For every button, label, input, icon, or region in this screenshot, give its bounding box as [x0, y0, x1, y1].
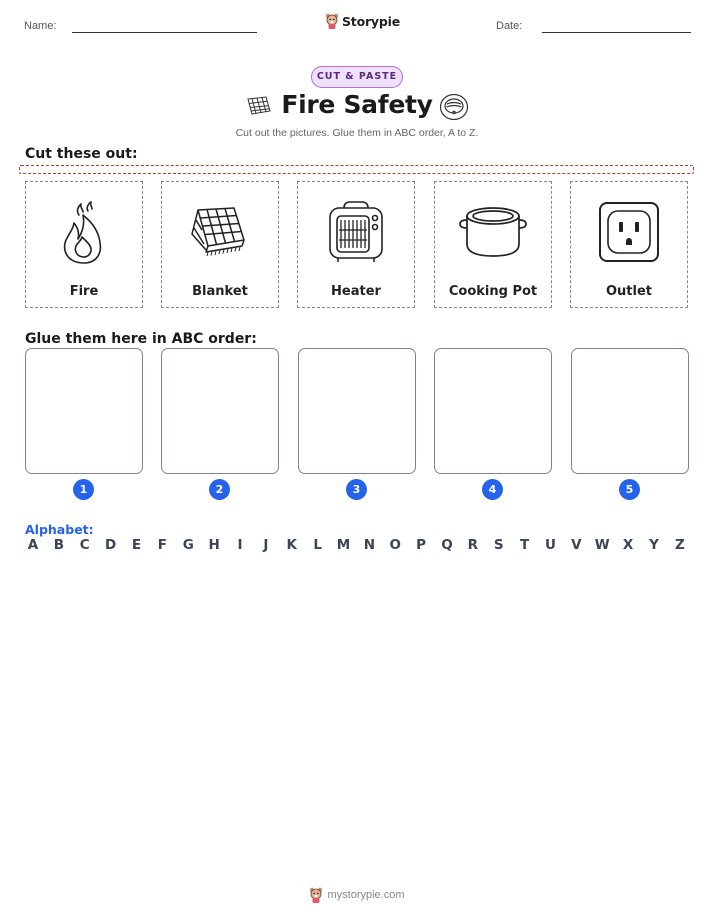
letter: R	[467, 537, 479, 553]
card-label: Heater	[331, 284, 381, 299]
cut-card-heater[interactable]	[297, 181, 415, 308]
alphabet-heading: Alphabet:	[25, 522, 94, 537]
cut-card-fire[interactable]	[25, 181, 143, 308]
glue-box-4[interactable]	[434, 348, 552, 474]
instructions: Cut out the pictures. Glue them in ABC order, A to Z.	[235, 127, 479, 139]
letter: Y	[649, 537, 659, 553]
letter: L	[313, 537, 322, 553]
letter: H	[208, 537, 220, 553]
fire-icon	[59, 199, 109, 265]
letter: K	[286, 537, 297, 553]
letter: G	[182, 537, 194, 553]
letter: Q	[441, 537, 453, 553]
letter: A	[27, 537, 39, 553]
slot-number-4: 4	[482, 479, 503, 500]
page-title: Fire Safety	[281, 90, 433, 119]
name-label: Name:	[24, 20, 57, 32]
letter: T	[520, 537, 530, 553]
cut-line	[19, 165, 694, 174]
letter: C	[79, 537, 90, 553]
cut-card-blanket[interactable]	[161, 181, 279, 308]
brand-logo	[325, 13, 400, 29]
letter: Z	[674, 537, 685, 553]
slot-number-1: 1	[73, 479, 94, 500]
letter: V	[571, 537, 582, 553]
glue-box-2[interactable]	[161, 348, 279, 474]
glue-box-5[interactable]	[571, 348, 689, 474]
letter: E	[131, 537, 142, 553]
letter: X	[622, 537, 634, 553]
blanket-icon	[188, 206, 252, 258]
brand-name: Storypie	[342, 13, 400, 29]
letter: O	[389, 537, 401, 553]
cut-card-cooking-pot[interactable]	[434, 181, 552, 308]
alphabet-row	[25, 537, 688, 553]
letter: B	[53, 537, 65, 553]
glue-box-1[interactable]	[25, 348, 143, 474]
glue-box-3[interactable]	[298, 348, 416, 474]
activity-badge: CUT & PASTE	[311, 66, 403, 88]
letter: M	[336, 537, 351, 553]
slot-number-2: 2	[209, 479, 230, 500]
letter: U	[545, 537, 556, 553]
slot-number-3: 3	[346, 479, 367, 500]
letter: J	[263, 537, 269, 553]
card-label: Cooking Pot	[448, 284, 538, 299]
slot-number-5: 5	[619, 479, 640, 500]
outlet-icon	[598, 201, 660, 263]
bear-mascot-icon	[309, 887, 323, 903]
date-label: Date:	[496, 20, 523, 32]
letter: N	[363, 537, 376, 553]
name-line[interactable]	[72, 32, 257, 33]
heater-icon	[326, 200, 386, 264]
letter: S	[493, 537, 504, 553]
card-label: Blanket	[192, 284, 248, 299]
letter: W	[594, 537, 610, 553]
cut-section-heading: Cut these out:	[25, 146, 138, 162]
glue-section-heading: Glue them here in ABC order:	[25, 331, 257, 347]
letter: F	[157, 537, 167, 553]
letter: D	[105, 537, 117, 553]
footer	[0, 887, 714, 903]
card-label: Fire	[69, 284, 99, 299]
letter: I	[237, 537, 243, 553]
card-label: Outlet	[605, 284, 652, 299]
cut-card-outlet[interactable]	[570, 181, 688, 308]
cooking-pot-icon	[458, 204, 528, 260]
footer-url[interactable]: mystorypie.com	[327, 889, 405, 901]
bear-mascot-icon	[325, 13, 339, 29]
letter: P	[416, 537, 427, 553]
date-line[interactable]	[542, 32, 691, 33]
smoke-detector-icon	[439, 93, 469, 121]
